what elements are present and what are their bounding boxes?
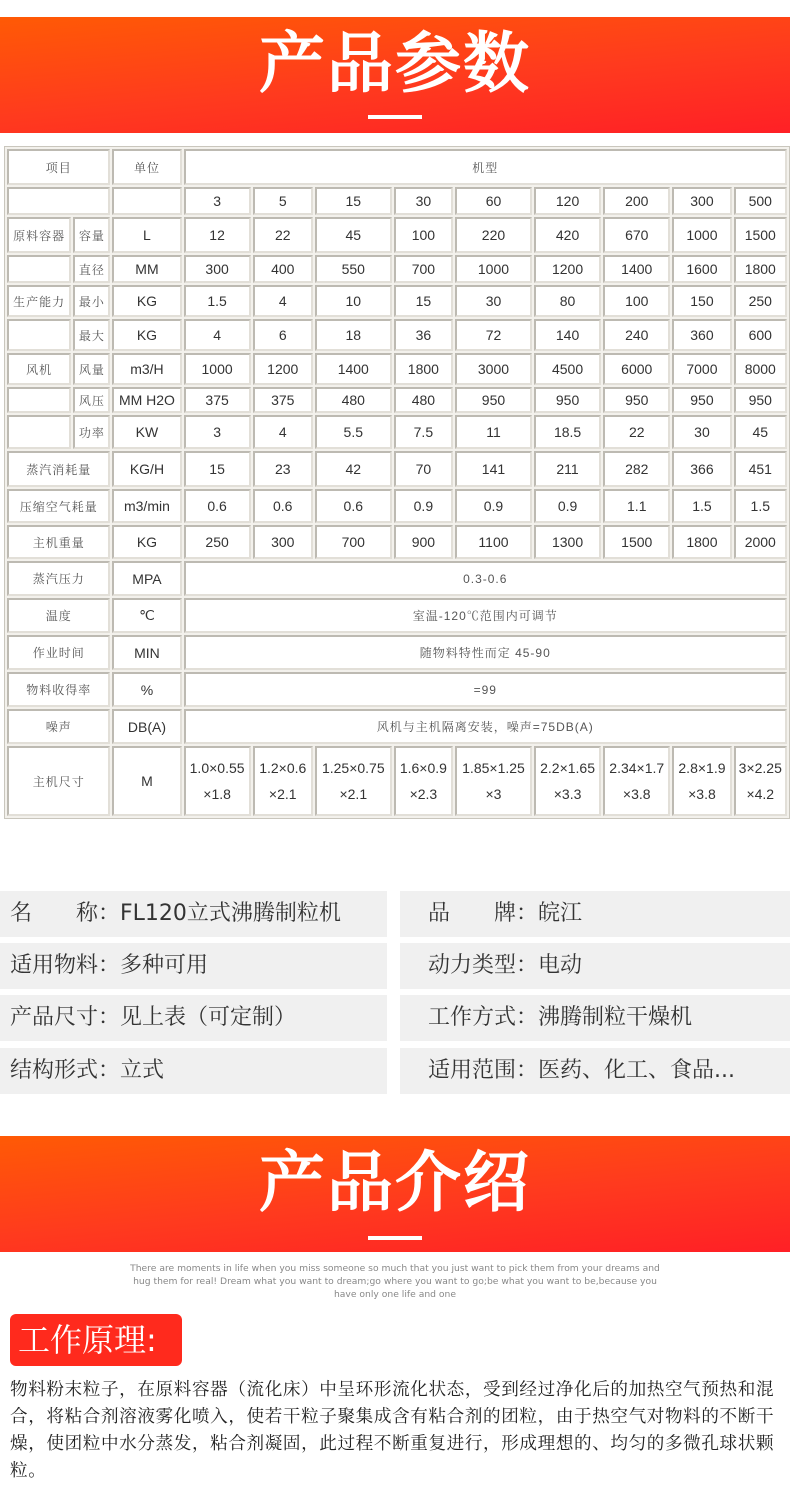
value-cell: 1500 xyxy=(734,217,787,253)
value-cell: 1400 xyxy=(603,255,670,283)
row-unit: KW xyxy=(112,415,181,449)
value-cell: 700 xyxy=(394,255,453,283)
row-unit: KG/H xyxy=(112,451,181,487)
info-value: 电动 xyxy=(538,953,583,978)
value-cell: 11 xyxy=(455,415,532,449)
value-cell: 70 xyxy=(394,451,453,487)
model-cell: 60 xyxy=(455,187,532,215)
value-cell: 0.9 xyxy=(534,489,601,523)
dimension-line2: ×2.3 xyxy=(409,786,438,802)
principle-label-badge: 工作原理: xyxy=(10,1314,182,1366)
value-cell: 950 xyxy=(455,387,532,413)
dimension-cell xyxy=(455,746,532,816)
value-cell: 1200 xyxy=(534,255,601,283)
value-cell: 360 xyxy=(672,319,731,351)
value-cell: 4 xyxy=(253,415,313,449)
value-cell: 6 xyxy=(253,319,313,351)
row-label: 压缩空气耗量 xyxy=(7,489,110,523)
dimension-line1: 2.2×1.65 xyxy=(540,760,595,776)
value-cell: 300 xyxy=(253,525,313,559)
info-value: 立式 xyxy=(120,1058,165,1083)
row-unit: m3/min xyxy=(112,489,181,523)
value-cell: 0.6 xyxy=(315,489,392,523)
dimension-cell xyxy=(603,746,670,816)
value-cell: 1500 xyxy=(603,525,670,559)
row-group-label xyxy=(7,319,71,351)
dimensions-row xyxy=(7,746,787,816)
info-value: 多种可用 xyxy=(120,953,209,978)
value-cell: 1200 xyxy=(253,353,313,385)
dimension-cell xyxy=(253,746,313,816)
value-cell: 7000 xyxy=(672,353,731,385)
value-cell: 22 xyxy=(603,415,670,449)
value-cell: 4 xyxy=(184,319,251,351)
row-label: 蒸汽压力 xyxy=(7,561,110,596)
dimension-cell xyxy=(534,746,601,816)
value-cell: 23 xyxy=(253,451,313,487)
value-cell: 42 xyxy=(315,451,392,487)
model-cell: 300 xyxy=(672,187,731,215)
dimension-line1: 1.0×0.55 xyxy=(189,760,245,776)
value-cell: 15 xyxy=(184,451,251,487)
value-cell: 250 xyxy=(734,285,787,317)
value-cell: 5.5 xyxy=(315,415,392,449)
section-banner-intro xyxy=(0,1136,790,1252)
dimension-cell xyxy=(672,746,731,816)
value-cell: 0.6 xyxy=(253,489,313,523)
value-cell: 15 xyxy=(394,285,453,317)
row-unit: ℃ xyxy=(112,598,181,633)
dimension-line2: ×3 xyxy=(485,786,502,802)
row-label: 温度 xyxy=(7,598,110,633)
table-row xyxy=(7,415,787,449)
value-cell: 72 xyxy=(455,319,532,351)
info-value: FL120立式沸腾制粒机 xyxy=(120,901,341,926)
value-cell: 240 xyxy=(603,319,670,351)
dimension-line1: 1.85×1.25 xyxy=(462,760,525,776)
info-key: 名 称： xyxy=(10,901,121,926)
dimension-cell xyxy=(184,746,251,816)
row-unit: L xyxy=(112,217,181,253)
row-label: 物料收得率 xyxy=(7,672,110,707)
info-key: 结构形式： xyxy=(10,1058,121,1083)
model-cell: 200 xyxy=(603,187,670,215)
row-label: 主机尺寸 xyxy=(7,746,110,816)
info-item xyxy=(0,995,387,1041)
table-row xyxy=(7,635,787,670)
value-cell: 282 xyxy=(603,451,670,487)
value-cell: 150 xyxy=(672,285,731,317)
row-group-label: 生产能力 xyxy=(7,285,71,317)
value-cell: 1300 xyxy=(534,525,601,559)
dimension-line2: ×2.1 xyxy=(268,786,297,802)
info-item xyxy=(0,943,387,989)
table-row xyxy=(7,387,787,413)
table-row xyxy=(7,353,787,385)
dimension-line2: ×3.8 xyxy=(688,786,716,802)
table-row xyxy=(7,561,787,596)
dimension-line1: 2.8×1.9 xyxy=(678,760,726,776)
row-unit: KG xyxy=(112,319,181,351)
dimension-cell xyxy=(734,746,787,816)
value-cell: 670 xyxy=(603,217,670,253)
blank-cell xyxy=(112,187,181,215)
value-cell: 900 xyxy=(394,525,453,559)
value-cell: 1.5 xyxy=(672,489,731,523)
value-cell: 10 xyxy=(315,285,392,317)
info-item xyxy=(0,1048,387,1094)
row-group-label: 风机 xyxy=(7,353,71,385)
value-cell: 6000 xyxy=(603,353,670,385)
row-label: 作业时间 xyxy=(7,635,110,670)
value-cell: 950 xyxy=(534,387,601,413)
value-cell: 700 xyxy=(315,525,392,559)
table-row xyxy=(7,451,787,487)
value-cell: 80 xyxy=(534,285,601,317)
dimension-line1: 1.25×0.75 xyxy=(321,760,385,776)
row-label: 蒸汽消耗量 xyxy=(7,451,110,487)
value-cell: 375 xyxy=(184,387,251,413)
value-cell: 400 xyxy=(253,255,313,283)
dimension-line1: 2.34×1.7 xyxy=(609,760,665,776)
dimension-line2: ×1.8 xyxy=(203,786,231,802)
dimension-line2: ×3.8 xyxy=(622,786,651,802)
row-sub-label: 最小 xyxy=(73,285,110,317)
row-label: 主机重量 xyxy=(7,525,110,559)
merged-value-cell: 0.3-0.6 xyxy=(184,561,788,596)
value-cell: 451 xyxy=(734,451,787,487)
row-unit: MIN xyxy=(112,635,181,670)
spec-table xyxy=(4,146,790,819)
info-item xyxy=(0,891,387,937)
value-cell: 22 xyxy=(253,217,313,253)
section-banner-params xyxy=(0,17,790,133)
row-unit: M xyxy=(112,746,181,816)
row-sub-label: 风压 xyxy=(73,387,110,413)
model-cell: 5 xyxy=(253,187,313,215)
section-title: 产品介绍 xyxy=(259,1144,531,1221)
model-row xyxy=(7,187,787,215)
row-unit: MM xyxy=(112,255,181,283)
row-sub-label: 容量 xyxy=(73,217,110,253)
value-cell: 250 xyxy=(184,525,251,559)
value-cell: 1800 xyxy=(394,353,453,385)
dimension-line1: 1.6×0.9 xyxy=(399,760,447,776)
dimension-line1: 1.2×0.6 xyxy=(259,760,307,776)
value-cell: 1000 xyxy=(672,217,731,253)
model-cell: 30 xyxy=(394,187,453,215)
row-sub-label: 功率 xyxy=(73,415,110,449)
info-value: 医药、化工、食品... xyxy=(538,1058,735,1083)
info-value: 见上表（可定制） xyxy=(120,1005,297,1030)
value-cell: 220 xyxy=(455,217,532,253)
info-value: 皖江 xyxy=(538,901,583,926)
principle-paragraph: 物料粉末粒子，在原料容器（流化床）中呈环形流化状态，受到经过净化后的加热空气预热和混合，将粘合剂溶液雾化喷入，使若干粒子聚集成含有粘合剂的团粒，由于热空气对物料的不断干燥，使团粒中水分蒸发，粘合剂凝固，此过程不断重复进行，形成理想的、均匀的多微孔球状颗粒。 xyxy=(10,1380,775,1481)
info-key: 适用范围： xyxy=(428,1058,539,1083)
merged-value-cell: 随物料特性而定 45-90 xyxy=(184,635,788,670)
info-item xyxy=(400,891,790,937)
dimension-line1: 3×2.25 xyxy=(738,760,782,776)
info-key: 动力类型： xyxy=(428,953,539,978)
value-cell: 1100 xyxy=(455,525,532,559)
merged-value-cell: =99 xyxy=(184,672,788,707)
info-key: 工作方式： xyxy=(428,1005,539,1030)
value-cell: 211 xyxy=(534,451,601,487)
value-cell: 1000 xyxy=(184,353,251,385)
value-cell: 0.6 xyxy=(184,489,251,523)
value-cell: 141 xyxy=(455,451,532,487)
value-cell: 480 xyxy=(394,387,453,413)
row-label: 噪声 xyxy=(7,709,110,744)
row-unit: MPA xyxy=(112,561,181,596)
value-cell: 950 xyxy=(603,387,670,413)
dimension-cell xyxy=(394,746,453,816)
dimension-line2: ×2.1 xyxy=(339,786,368,802)
value-cell: 100 xyxy=(394,217,453,253)
table-row xyxy=(7,319,787,351)
blank-cell xyxy=(7,187,110,215)
value-cell: 2000 xyxy=(734,525,787,559)
value-cell: 45 xyxy=(734,415,787,449)
value-cell: 600 xyxy=(734,319,787,351)
row-unit: DB(A) xyxy=(112,709,181,744)
model-cell: 120 xyxy=(534,187,601,215)
row-unit: KG xyxy=(112,525,181,559)
table-row xyxy=(7,255,787,283)
row-group-label xyxy=(7,415,71,449)
value-cell: 0.9 xyxy=(455,489,532,523)
value-cell: 1400 xyxy=(315,353,392,385)
title-underline xyxy=(368,1236,422,1240)
value-cell: 375 xyxy=(253,387,313,413)
dimension-line2: ×4.2 xyxy=(746,786,775,802)
table-row xyxy=(7,285,787,317)
header-model: 机型 xyxy=(184,149,788,185)
value-cell: 18 xyxy=(315,319,392,351)
table-header-row xyxy=(7,149,787,185)
value-cell: 140 xyxy=(534,319,601,351)
info-key: 品 牌： xyxy=(428,901,539,926)
tagline-text: There are moments in life when you miss someone so much that you just want to pick them from your dreams and hug them for real! Dream what you want to dream;go where you want to go;be what you want to be,because you have only one life and one xyxy=(130,1263,660,1300)
merged-value-cell: 室温-120℃范围内可调节 xyxy=(184,598,788,633)
info-key: 产品尺寸： xyxy=(10,1005,121,1030)
value-cell: 8000 xyxy=(734,353,787,385)
table-row xyxy=(7,672,787,707)
row-unit: % xyxy=(112,672,181,707)
value-cell: 1800 xyxy=(734,255,787,283)
value-cell: 1000 xyxy=(455,255,532,283)
row-sub-label: 直径 xyxy=(73,255,110,283)
row-unit: m3/H xyxy=(112,353,181,385)
model-cell: 3 xyxy=(184,187,251,215)
value-cell: 1.5 xyxy=(184,285,251,317)
model-cell: 500 xyxy=(734,187,787,215)
header-unit: 单位 xyxy=(112,149,181,185)
merged-value-cell: 风机与主机隔离安装，噪声=75DB(A) xyxy=(184,709,788,744)
row-group-label xyxy=(7,387,71,413)
value-cell: 0.9 xyxy=(394,489,453,523)
value-cell: 950 xyxy=(672,387,731,413)
row-unit: KG xyxy=(112,285,181,317)
info-item xyxy=(400,995,790,1041)
value-cell: 550 xyxy=(315,255,392,283)
value-cell: 366 xyxy=(672,451,731,487)
value-cell: 30 xyxy=(455,285,532,317)
row-unit: MM H2O xyxy=(112,387,181,413)
info-item xyxy=(400,943,790,989)
model-cell: 15 xyxy=(315,187,392,215)
row-sub-label: 最大 xyxy=(73,319,110,351)
info-value: 沸腾制粒干燥机 xyxy=(538,1005,693,1030)
row-group-label: 原料容器 xyxy=(7,217,71,253)
value-cell: 300 xyxy=(184,255,251,283)
row-sub-label: 风量 xyxy=(73,353,110,385)
table-row xyxy=(7,709,787,744)
value-cell: 4500 xyxy=(534,353,601,385)
value-cell: 7.5 xyxy=(394,415,453,449)
value-cell: 1600 xyxy=(672,255,731,283)
table-row xyxy=(7,489,787,523)
value-cell: 12 xyxy=(184,217,251,253)
dimension-cell xyxy=(315,746,392,816)
info-key: 适用物料： xyxy=(10,953,121,978)
value-cell: 100 xyxy=(603,285,670,317)
dimension-line2: ×3.3 xyxy=(553,786,582,802)
value-cell: 480 xyxy=(315,387,392,413)
value-cell: 3000 xyxy=(455,353,532,385)
value-cell: 420 xyxy=(534,217,601,253)
table-row xyxy=(7,217,787,253)
value-cell: 30 xyxy=(672,415,731,449)
row-group-label xyxy=(7,255,71,283)
value-cell: 36 xyxy=(394,319,453,351)
value-cell: 45 xyxy=(315,217,392,253)
table-row xyxy=(7,598,787,633)
info-item xyxy=(400,1048,790,1094)
table-row xyxy=(7,525,787,559)
section-title: 产品参数 xyxy=(259,25,531,102)
value-cell: 950 xyxy=(734,387,787,413)
value-cell: 1800 xyxy=(672,525,731,559)
value-cell: 18.5 xyxy=(534,415,601,449)
value-cell: 3 xyxy=(184,415,251,449)
value-cell: 1.5 xyxy=(734,489,787,523)
title-underline xyxy=(368,115,422,119)
value-cell: 1.1 xyxy=(603,489,670,523)
header-item: 项目 xyxy=(7,149,110,185)
value-cell: 4 xyxy=(253,285,313,317)
